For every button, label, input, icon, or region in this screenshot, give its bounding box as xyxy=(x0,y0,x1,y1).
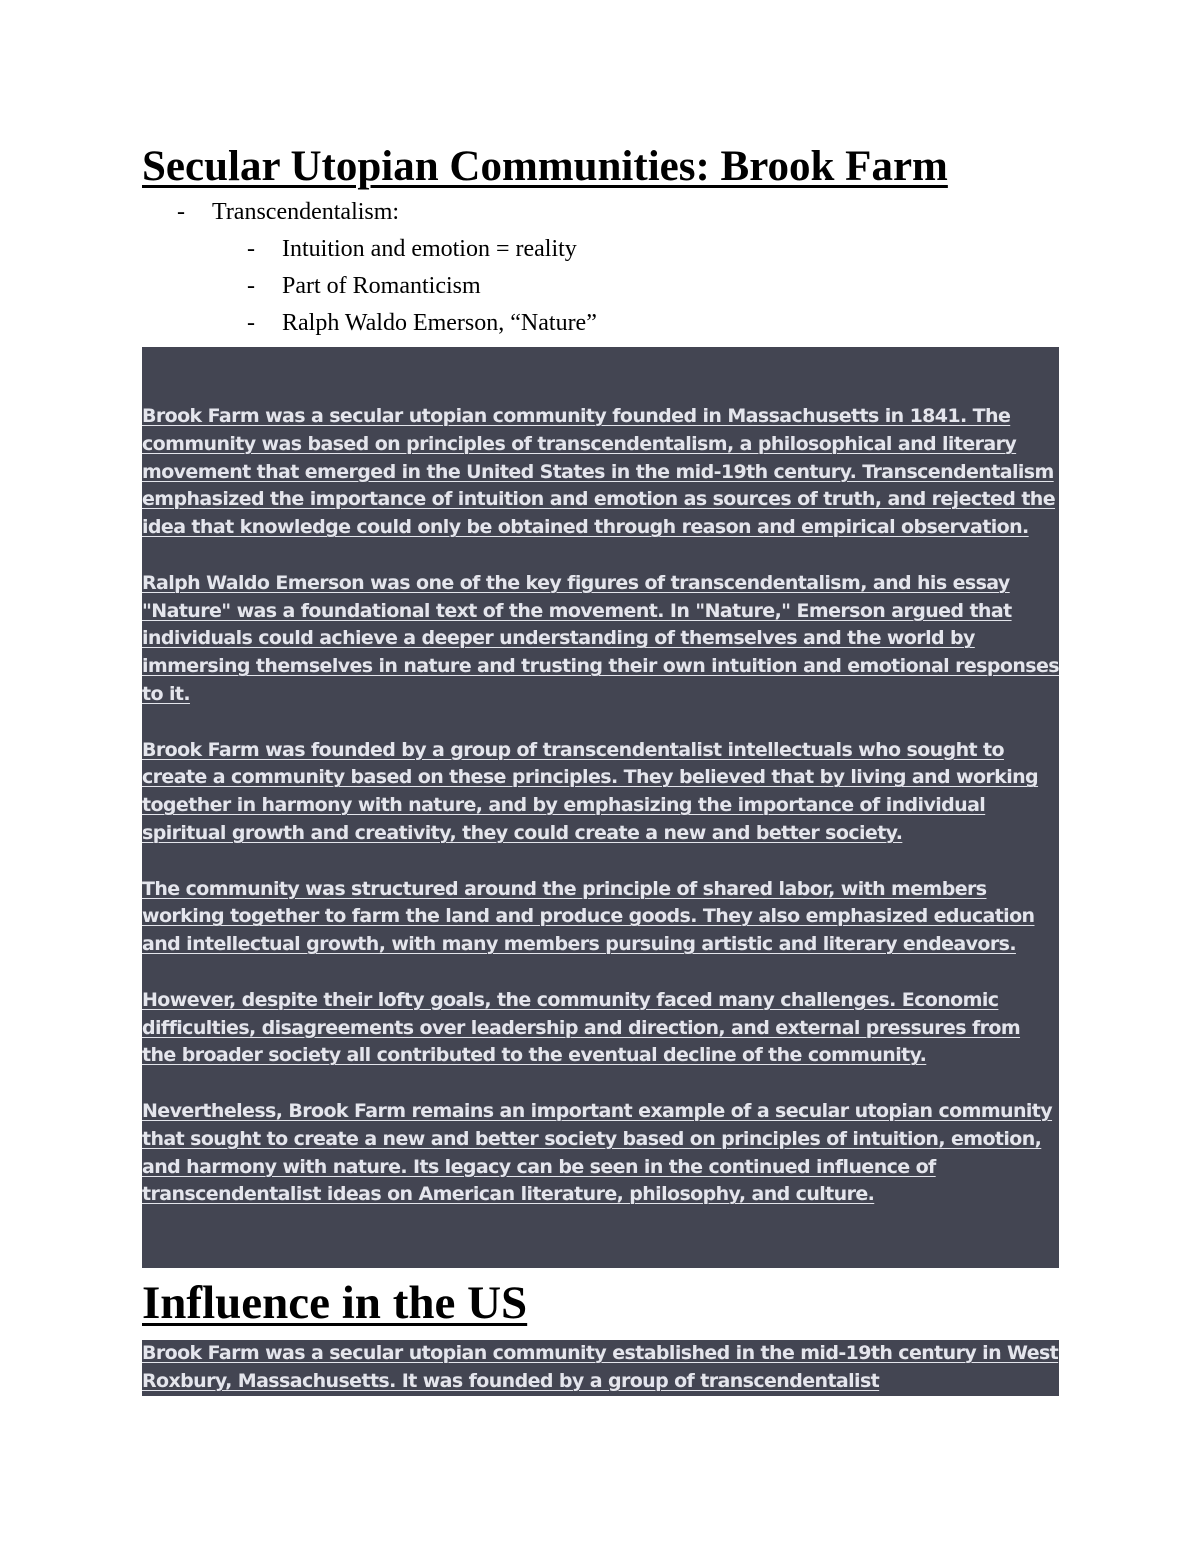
summary-paragraph: Ralph Waldo Emerson was one of the key figures of transcendentalism, and his essay "Nature" was a foundational text of the movement. In "Nature," Emerson argued that individuals could achieve a deeper understanding of themselves and the world by immersing themselves in nature and trusting their own intuition and emotional responses to it. xyxy=(142,571,1059,705)
outline-item xyxy=(142,305,1059,342)
summary-paragraph: However, despite their lofty goals, the community faced many challenges. Economic difficulties, disagreements over leadership and direction, and external pressures from the broader society all contributed to the eventual decline of the community. xyxy=(142,988,1021,1067)
outline-list xyxy=(142,194,1059,342)
list-dash-marker: - xyxy=(177,199,185,225)
outline-item xyxy=(142,194,1059,231)
outline-item-text: Part of Romanticism xyxy=(282,273,481,299)
document-page xyxy=(142,140,1059,1396)
pasted-section-block xyxy=(142,1340,1059,1396)
list-dash-marker: - xyxy=(247,310,255,336)
outline-item xyxy=(142,268,1059,305)
document-title: Secular Utopian Communities: Brook Farm xyxy=(142,143,948,190)
section-paragraph: Brook Farm was a secular utopian community established in the mid-19th century in West Roxbury, Massachusetts. It was founded by a group of transcendentalist xyxy=(142,1342,1059,1392)
section-heading: Influence in the US xyxy=(142,1277,528,1329)
outline-item-text: Intuition and emotion = reality xyxy=(282,236,577,262)
outline-item xyxy=(142,231,1059,268)
summary-paragraph: Brook Farm was founded by a group of transcendentalist intellectuals who sought to create a community based on these principles. They believed that by living and working together in harmony with nature, and by emphasizing the importance of individual spiritual growth and creativity, they could create a new and better society. xyxy=(142,738,1039,844)
outline-item-text: Transcendentalism: xyxy=(212,199,400,225)
summary-paragraph: Nevertheless, Brook Farm remains an important example of a secular utopian community that sought to create a new and better society based on principles of intuition, emotion, and harmony with nature. Its legacy can be seen in the continued influence of transcendentalist ideas on American literature, philosophy, and culture. xyxy=(142,1099,1053,1206)
summary-paragraph: The community was structured around the principle of shared labor, with members working together to farm the land and produce goods. They also emphasized education and intellectual growth, with many members pursuing artistic and literary endeavors. xyxy=(142,877,1035,956)
list-dash-marker: - xyxy=(247,273,255,299)
list-dash-marker: - xyxy=(247,236,255,262)
pasted-summary-block xyxy=(142,347,1059,1268)
outline-item-text: Ralph Waldo Emerson, “Nature” xyxy=(282,310,597,336)
summary-paragraph: Brook Farm was a secular utopian community founded in Massachusetts in 1841. The community was based on principles of transcendentalism, a philosophical and literary movement that emerged in the United States in the mid-19th century. Transcendentalism emphasized the importance of intuition and emotion as sources of truth, and rejected the idea that knowledge could only be obtained through reason and empirical observation. xyxy=(142,405,1056,539)
